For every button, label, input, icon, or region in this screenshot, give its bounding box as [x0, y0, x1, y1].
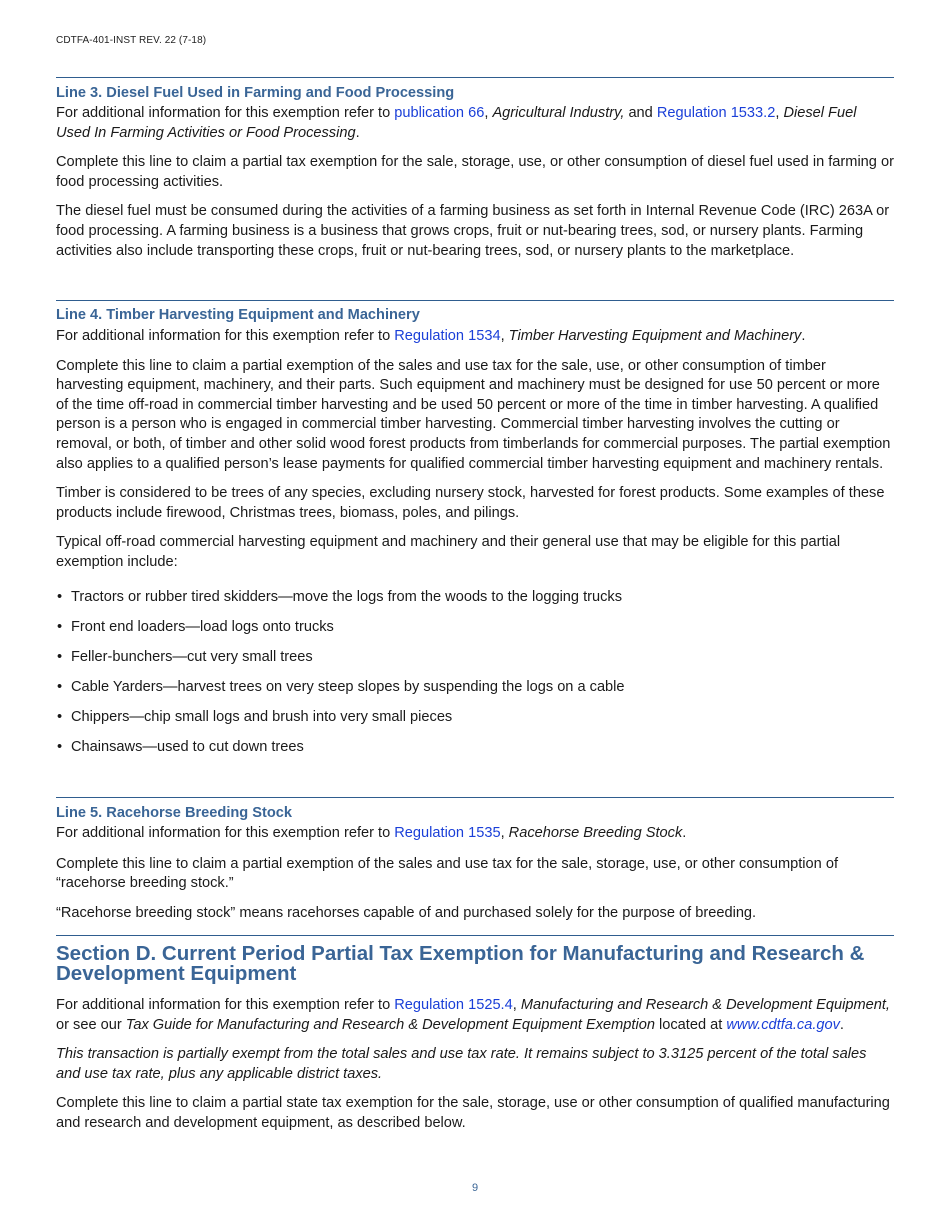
line5-ref-end: . [682, 825, 687, 841]
line3-ref-text: For additional information for this exemption refer to [56, 105, 395, 121]
list-item: • Chippers—chip small logs and brush into very small pieces [56, 708, 894, 728]
regulation-1534-link[interactable]: Regulation 1534 [394, 328, 501, 344]
line3-paragraph-1: Complete this line to claim a partial tax exemption for the sale, storage, use, or other consumption of diesel fuel used in farming or food processing activities. [56, 154, 894, 190]
section-d-paragraph-1: Complete this line to claim a partial state tax exemption for the sale, storage, use or other consumption of qualified manufacturing and research and development equipment, as described below. [56, 1095, 890, 1131]
section-d [56, 935, 894, 1134]
form-code-header: CDTFA-401-INST REV. 22 (7-18) [56, 35, 207, 46]
line5-ref-title: Racehorse Breeding Stock [508, 825, 683, 841]
line3-heading: Line 3. Diesel Fuel Used in Farming and Food Processing [56, 85, 455, 101]
line5-reference [56, 824, 894, 844]
section-d-ref-mid: or see our [56, 1016, 126, 1033]
section-d-ref-title1: Manufacturing and Research & Development Equipment, [520, 997, 890, 1013]
section-d-ref-title2: Tax Guide for Manufacturing and Research & Development Equipment Exemption [125, 1016, 655, 1033]
line4-section [56, 300, 894, 758]
line3-ref-title1: Agricultural Industry, [492, 105, 625, 121]
line3-ref-end: . [355, 124, 360, 141]
section-d-ref-end: . [839, 1016, 844, 1033]
section-d-ref-sep: , [512, 997, 521, 1013]
line4-paragraph-1: Complete this line to claim a partial exemption of the sales and use tax for the sale, use, or other consumption of timber harvesting equipment, machinery, and their parts. Such equipment and machinery must be designed for use 50 percent or more of the time off-road in commercial timber harvesting and be used 50 percent or more of the time in timber harvesting. A qualified person is a person who is engaged in commercial timber harvesting. Commercial timber harvesting involves the cutting or removal, or both, of timber and other solid wood forest products from timberlands for commercial purposes. The partial exemption also applies to a qualified person’s lease payments for qualified commercial timber harvesting equipment and machinery rentals. [56, 357, 891, 472]
line3-reference [56, 104, 894, 143]
list-item: • Cable Yarders—harvest trees on very steep slopes by suspending the logs on a cable [56, 678, 894, 698]
page-number: 9 [471, 1182, 479, 1194]
line4-paragraph-3: Typical off-road commercial harvesting equipment and machinery and their general use that may be eligible for this partial exemption include: [56, 534, 841, 570]
section-d-reference [56, 996, 894, 1035]
list-item: • Tractors or rubber tired skidders—move the logs from the woods to the logging trucks [56, 588, 894, 608]
section-d-italic-note: This transaction is partially exempt from the total sales and use tax rate. It remains subject to 3.3125 percent of the total sales and use tax rate, plus any applicable district taxes. [56, 1046, 867, 1082]
line4-heading: Line 4. Timber Harvesting Equipment and Machinery [56, 307, 420, 323]
line4-ref-sep: , [500, 328, 509, 344]
section-d-ref-text: For additional information for this exemption refer to [56, 997, 395, 1013]
line3-section [56, 77, 894, 261]
equipment-list [56, 588, 894, 758]
line4-ref-end: . [801, 328, 806, 344]
list-item: • Feller-bunchers—cut very small trees [56, 648, 894, 668]
list-item: • Front end loaders—load logs onto trucks [56, 618, 894, 638]
list-item: • Chainsaws—used to cut down trees [56, 738, 894, 758]
line3-ref-title2: Diesel Fuel Used In Farming Activities or Food Processing [56, 105, 857, 141]
line5-section [56, 797, 894, 923]
line5-heading: Line 5. Racehorse Breeding Stock [56, 805, 293, 821]
publication-66-link[interactable]: publication 66 [394, 105, 485, 121]
line3-paragraph-2: The diesel fuel must be consumed during the activities of a farming business as set forth in Internal Revenue Code (IRC) 263A or food processing. A farming business is a business that grows crops, fruit or nut-bearing trees, sod, or nursery plants. Farming activities also include transporting these crops, fruit or nut-bearing trees, sod, or nursery plants to the marketplace. [56, 203, 890, 259]
regulation-1535-link[interactable]: Regulation 1535 [394, 825, 501, 841]
line5-ref-text: For additional information for this exemption refer to [56, 825, 395, 841]
line5-paragraph-1: Complete this line to claim a partial exemption of the sales and use tax for the sale, storage, use, or other consumption of “racehorse breeding stock.” [56, 855, 838, 892]
line4-ref-text: For additional information for this exemption refer to [56, 328, 395, 344]
section-d-ref-mid2: located at [654, 1016, 727, 1033]
section-d-heading: Section D. Current Period Partial Tax Exemption for Manufacturing and Research & Development Equipment [56, 942, 865, 985]
line5-ref-sep: , [500, 825, 509, 841]
line4-paragraph-2: Timber is considered to be trees of any species, excluding nursery stock, harvested for forest products. Some examples of these products include firewood, Christmas trees, biomass, poles, and pilings. [56, 485, 885, 521]
line3-ref-mid: and [624, 105, 657, 121]
line5-paragraph-2: “Racehorse breeding stock” means racehorses capable of and purchased solely for the purpose of breeding. [56, 904, 757, 921]
line4-reference [56, 327, 894, 347]
regulation-1525-4-link[interactable]: Regulation 1525.4 [394, 997, 513, 1013]
regulation-1533-2-link[interactable]: Regulation 1533.2 [656, 105, 776, 121]
line3-ref-sep2: , [775, 105, 784, 121]
cdtfa-website-link[interactable]: www.cdtfa.ca.gov [726, 1016, 840, 1033]
line3-ref-sep1: , [484, 105, 493, 121]
line4-ref-title: Timber Harvesting Equipment and Machinery [508, 328, 802, 344]
